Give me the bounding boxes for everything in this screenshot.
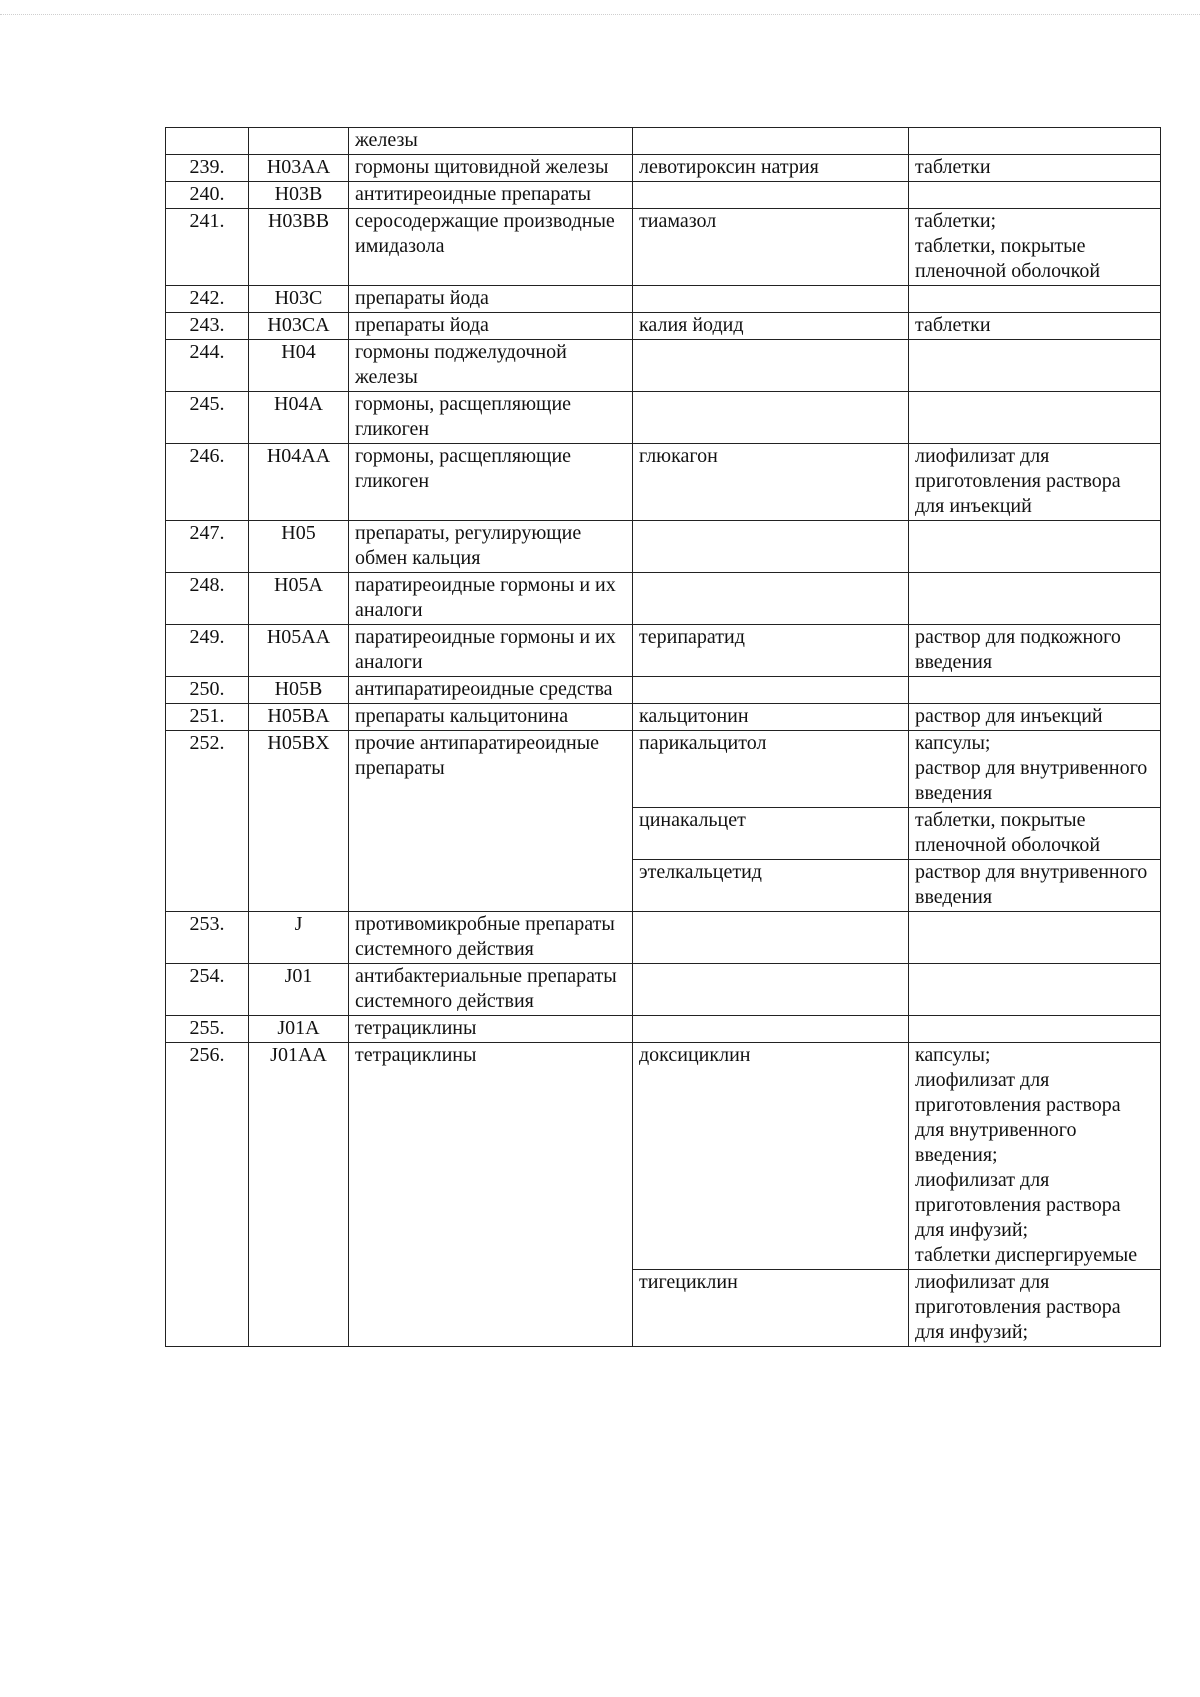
dosage-form [909, 1016, 1161, 1043]
drug-name: глюкагон [633, 444, 909, 521]
drug-name: парикальцитол [633, 731, 909, 808]
atc-group-name: препараты, регулирующие обмен кальция [349, 521, 633, 573]
drug-name: цинакальцет [633, 808, 909, 860]
atc-group-name: антибактериальные препараты системного действия [349, 964, 633, 1016]
atc-code: J [249, 912, 349, 964]
atc-code: H03AA [249, 155, 349, 182]
drug-name [633, 964, 909, 1016]
drug-name [633, 392, 909, 444]
dosage-form: таблетки, покрытые пленочной оболочкой [909, 808, 1161, 860]
drug-name [633, 1016, 909, 1043]
row-number: 241. [166, 209, 249, 286]
dosage-form [909, 573, 1161, 625]
table-row [166, 912, 1161, 964]
row-number: 242. [166, 286, 249, 313]
dosage-form: капсулы; лиофилизат для приготовления раствора для внутривенного введения; лиофилизат для приготовления раствора для инфузий; таблетки диспергируемые [909, 1043, 1161, 1270]
atc-group-name: прочие антипаратиреоидные препараты [349, 731, 633, 912]
row-number: 249. [166, 625, 249, 677]
drug-name: кальцитонин [633, 704, 909, 731]
dosage-form: раствор для инъекций [909, 704, 1161, 731]
dosage-form [909, 521, 1161, 573]
row-number: 248. [166, 573, 249, 625]
atc-group-name: тетрациклины [349, 1043, 633, 1347]
row-number [166, 128, 249, 155]
atc-group-name: серосодержащие производные имидазола [349, 209, 633, 286]
row-number: 243. [166, 313, 249, 340]
atc-code: H03CA [249, 313, 349, 340]
drug-name: терипаратид [633, 625, 909, 677]
atc-code: H04 [249, 340, 349, 392]
dosage-form [909, 182, 1161, 209]
atc-group-name: гормоны, расщепляющие гликоген [349, 444, 633, 521]
table-row [166, 340, 1161, 392]
table-row [166, 1016, 1161, 1043]
dosage-form [909, 912, 1161, 964]
drug-name: доксициклин [633, 1043, 909, 1270]
atc-code: H03BB [249, 209, 349, 286]
dosage-form [909, 286, 1161, 313]
scan-edge-line [0, 14, 1200, 15]
atc-group-name: антитиреоидные препараты [349, 182, 633, 209]
atc-code [249, 128, 349, 155]
table-row [166, 155, 1161, 182]
atc-code: H05BA [249, 704, 349, 731]
drug-name: калия йодид [633, 313, 909, 340]
atc-code: H05 [249, 521, 349, 573]
dosage-form [909, 677, 1161, 704]
drug-name [633, 182, 909, 209]
row-number: 244. [166, 340, 249, 392]
atc-code: H05AA [249, 625, 349, 677]
atc-group-name: гормоны, расщепляющие гликоген [349, 392, 633, 444]
row-number: 251. [166, 704, 249, 731]
drug-name [633, 521, 909, 573]
table-row [166, 731, 1161, 808]
dosage-form [909, 964, 1161, 1016]
drug-name [633, 912, 909, 964]
drug-list-table [165, 127, 1161, 1347]
dosage-form: таблетки; таблетки, покрытые пленочной оболочкой [909, 209, 1161, 286]
row-number: 250. [166, 677, 249, 704]
drug-name [633, 677, 909, 704]
table-row [166, 444, 1161, 521]
dosage-form [909, 340, 1161, 392]
atc-code: H04A [249, 392, 349, 444]
table-row [166, 286, 1161, 313]
atc-group-name: препараты кальцитонина [349, 704, 633, 731]
table-row [166, 521, 1161, 573]
dosage-form: лиофилизат для приготовления раствора для инфузий; [909, 1270, 1161, 1347]
dosage-form [909, 128, 1161, 155]
dosage-form: раствор для внутривенного введения [909, 860, 1161, 912]
row-number: 255. [166, 1016, 249, 1043]
row-number: 246. [166, 444, 249, 521]
row-number: 240. [166, 182, 249, 209]
table-row [166, 392, 1161, 444]
atc-group-name: антипаратиреоидные средства [349, 677, 633, 704]
row-number: 254. [166, 964, 249, 1016]
drug-name: тигециклин [633, 1270, 909, 1347]
atc-code: H03B [249, 182, 349, 209]
dosage-form: таблетки [909, 155, 1161, 182]
atc-code: H05BX [249, 731, 349, 912]
table-row [166, 677, 1161, 704]
atc-group-name: препараты йода [349, 313, 633, 340]
row-number: 256. [166, 1043, 249, 1347]
table-row [166, 209, 1161, 286]
dosage-form [909, 392, 1161, 444]
table-row [166, 625, 1161, 677]
row-number: 245. [166, 392, 249, 444]
drug-name [633, 286, 909, 313]
table-row [166, 573, 1161, 625]
atc-code: J01A [249, 1016, 349, 1043]
drug-name: левотироксин натрия [633, 155, 909, 182]
row-number: 252. [166, 731, 249, 912]
table-row [166, 128, 1161, 155]
row-number: 239. [166, 155, 249, 182]
dosage-form: капсулы; раствор для внутривенного введения [909, 731, 1161, 808]
dosage-form: лиофилизат для приготовления раствора для инъекций [909, 444, 1161, 521]
atc-code: H05B [249, 677, 349, 704]
atc-group-name: тетрациклины [349, 1016, 633, 1043]
atc-code: H05A [249, 573, 349, 625]
atc-group-name: паратиреоидные гормоны и их аналоги [349, 625, 633, 677]
drug-name [633, 128, 909, 155]
atc-code: J01 [249, 964, 349, 1016]
drug-name [633, 340, 909, 392]
atc-code: J01AA [249, 1043, 349, 1347]
drug-name: этелкальцетид [633, 860, 909, 912]
atc-group-name: железы [349, 128, 633, 155]
atc-group-name: гормоны поджелудочной железы [349, 340, 633, 392]
dosage-form: раствор для подкожного введения [909, 625, 1161, 677]
atc-group-name: препараты йода [349, 286, 633, 313]
drug-name [633, 573, 909, 625]
atc-code: H03C [249, 286, 349, 313]
table-row [166, 1043, 1161, 1270]
table-row [166, 704, 1161, 731]
dosage-form: таблетки [909, 313, 1161, 340]
atc-group-name: гормоны щитовидной железы [349, 155, 633, 182]
drug-name: тиамазол [633, 209, 909, 286]
table-row [166, 964, 1161, 1016]
atc-group-name: паратиреоидные гормоны и их аналоги [349, 573, 633, 625]
table-row [166, 313, 1161, 340]
atc-group-name: противомикробные препараты системного действия [349, 912, 633, 964]
row-number: 247. [166, 521, 249, 573]
table-row [166, 182, 1161, 209]
row-number: 253. [166, 912, 249, 964]
atc-code: H04AA [249, 444, 349, 521]
